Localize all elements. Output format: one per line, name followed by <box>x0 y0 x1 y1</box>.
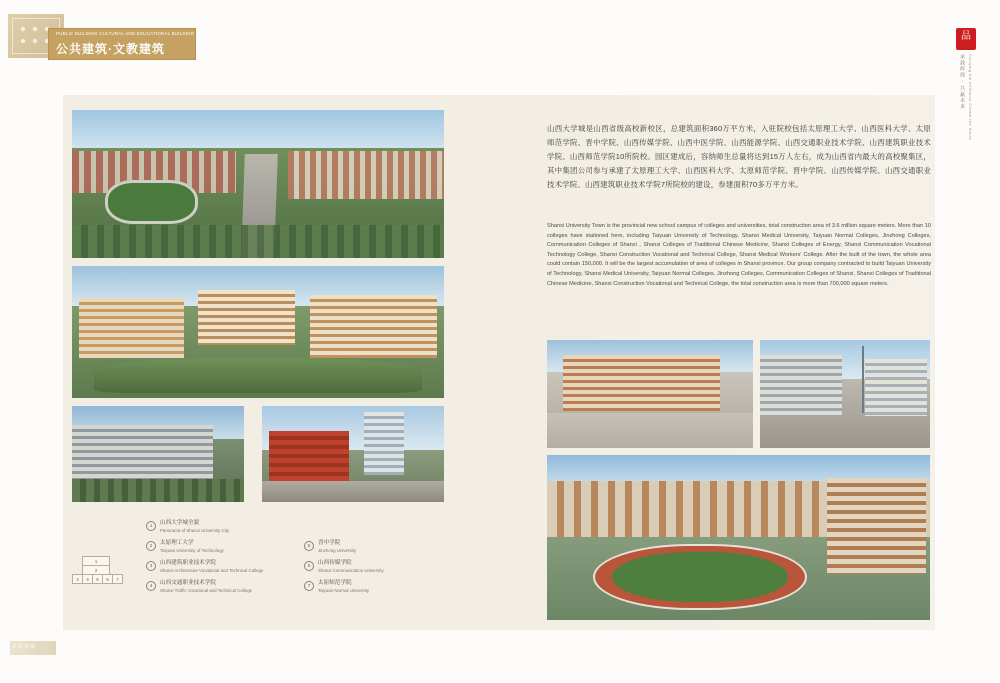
legend-cell-7: 7 <box>112 574 123 584</box>
footer-watermark <box>10 641 56 655</box>
legend-item-5 <box>304 540 356 554</box>
legend-cell-1: 1 <box>82 556 110 566</box>
legend-item-2 <box>146 540 224 554</box>
photo-campus-street <box>760 340 930 448</box>
photo-red-brick-building <box>262 406 444 502</box>
legend-label-en: Taiyuan Normal University <box>318 587 369 593</box>
side-tab-cn: 承载辉煌 · 共赢未来 <box>959 54 965 110</box>
legend-cell-6: 6 <box>102 574 113 584</box>
photo-legend <box>72 520 452 600</box>
legend-label-cn: 山西传媒学院 <box>318 560 352 566</box>
legend-number: 2 <box>146 541 156 551</box>
legend-item-3 <box>146 560 263 574</box>
legend-number: 6 <box>304 561 314 571</box>
legend-label-cn: 晋中学院 <box>318 540 341 546</box>
legend-number: 3 <box>146 561 156 571</box>
legend-number: 1 <box>146 521 156 531</box>
legend-cell-3: 3 <box>72 574 83 584</box>
legend-label-cn: 太原师范学院 <box>318 580 352 586</box>
legend-item-6 <box>304 560 384 574</box>
seal-icon <box>956 28 976 50</box>
body-text-english: Shanxi University Town is the provincial new school campus of colleges and universities, total construction area of 3.6 million square meters. More than 10 colleges have stationed here, including Taiyuan University of Technology, Shanxi Medical University, Taiyuan Normal Colleges, Jinzhong Colleges, Communication Colleges of Shanxi , Shanxi Colleges of Traditional Chinese Medicine, Shanxi Colleges of Energy, Shanxi Communication Vocational Technology College, Shanxi Construction Vocational and Technical College, Shanxi Medical Workers' College. After the built of the town, the whole area could contain 150,000. It will be the largest accumulation of area of colleges in Shanxi province. Our group company contracted to build Taiyuan University of Technology, Shanxi Medical University, Taiyuan Normal Colleges, Jinzhong Colleges, Communication Colleges of Shanxi, Shanxi Colleges of Traditional Chinese Medicine, Shanxi Construction Vocational and Technical College, the total construction area is more than 700,000 square meters. <box>547 223 931 287</box>
photo-modern-building-left <box>72 406 244 502</box>
legend-number: 4 <box>146 581 156 591</box>
footer-watermark-text: 品质筑家 <box>12 644 37 650</box>
legend-label-cn: 太原理工大学 <box>160 540 194 546</box>
legend-item-7 <box>304 580 369 594</box>
photo-plaza-building <box>547 340 753 448</box>
side-tab <box>956 28 978 141</box>
photo-stadium-aerial <box>547 455 930 620</box>
legend-label-cn: 山西大学城全貌 <box>160 520 200 526</box>
legend-cell-5: 5 <box>92 574 103 584</box>
legend-label-en: Shanxi Communication University <box>318 567 384 573</box>
legend-number: 5 <box>304 541 314 551</box>
body-text-chinese: 山西大学城是山西省级高校新校区，总建筑面积360万平方米，入驻院校包括太原理工大学、山西医科大学、太原师范学院、晋中学院、山西传媒学院、山西中医学院、山西能源学院、山西交通职业技术学院、山西建筑职业技术学院、山西师范学院10所院校。园区建成后，容纳师生总量将达到15万人左右，成为山西省内最大的高校聚集区，其中集团公司参与承建了太原理工大学、山西医科大学、太原师范学院、晋中学院、山西传媒学院、山西交通职业技术学院、山西建筑职业技术学院7所院校的建设，参建面积70多万平方米。 <box>547 124 931 189</box>
legend-label-en: Jinzhong University <box>318 547 357 553</box>
legend-item-1 <box>146 520 229 534</box>
legend-label-en: Panorama of Shanxi University City <box>160 527 230 533</box>
photo-aerial-campus-panorama <box>72 110 444 258</box>
side-tab-en: Carrying the brilliance Create the future <box>968 54 973 141</box>
legend-cell-4: 4 <box>82 574 93 584</box>
legend-label-en: Taiyuan University of Technology <box>160 547 224 553</box>
legend-number: 7 <box>304 581 314 591</box>
legend-item-4 <box>146 580 252 594</box>
photo-campus-buildings-wide <box>72 266 444 398</box>
legend-cell-2: 2 <box>82 565 110 575</box>
legend-label-en: Shanxi Traffic Vocational and Technical College <box>160 587 253 593</box>
seal-text: 品 <box>961 31 971 42</box>
legend-label-cn: 山西建筑职业技术学院 <box>160 560 216 566</box>
legend-label-en: Shanxi Architecture Vocational and Technical College <box>160 567 264 573</box>
legend-label-cn: 山西交通职业技术学院 <box>160 580 216 586</box>
section-title-cn: 公共建筑·文教建筑 <box>56 42 165 56</box>
section-title-en: PUBLIC BUILDING·CULTURAL AND EDUCATIONAL BUILDING <box>56 31 195 36</box>
legend-layout-diagram <box>72 556 134 590</box>
